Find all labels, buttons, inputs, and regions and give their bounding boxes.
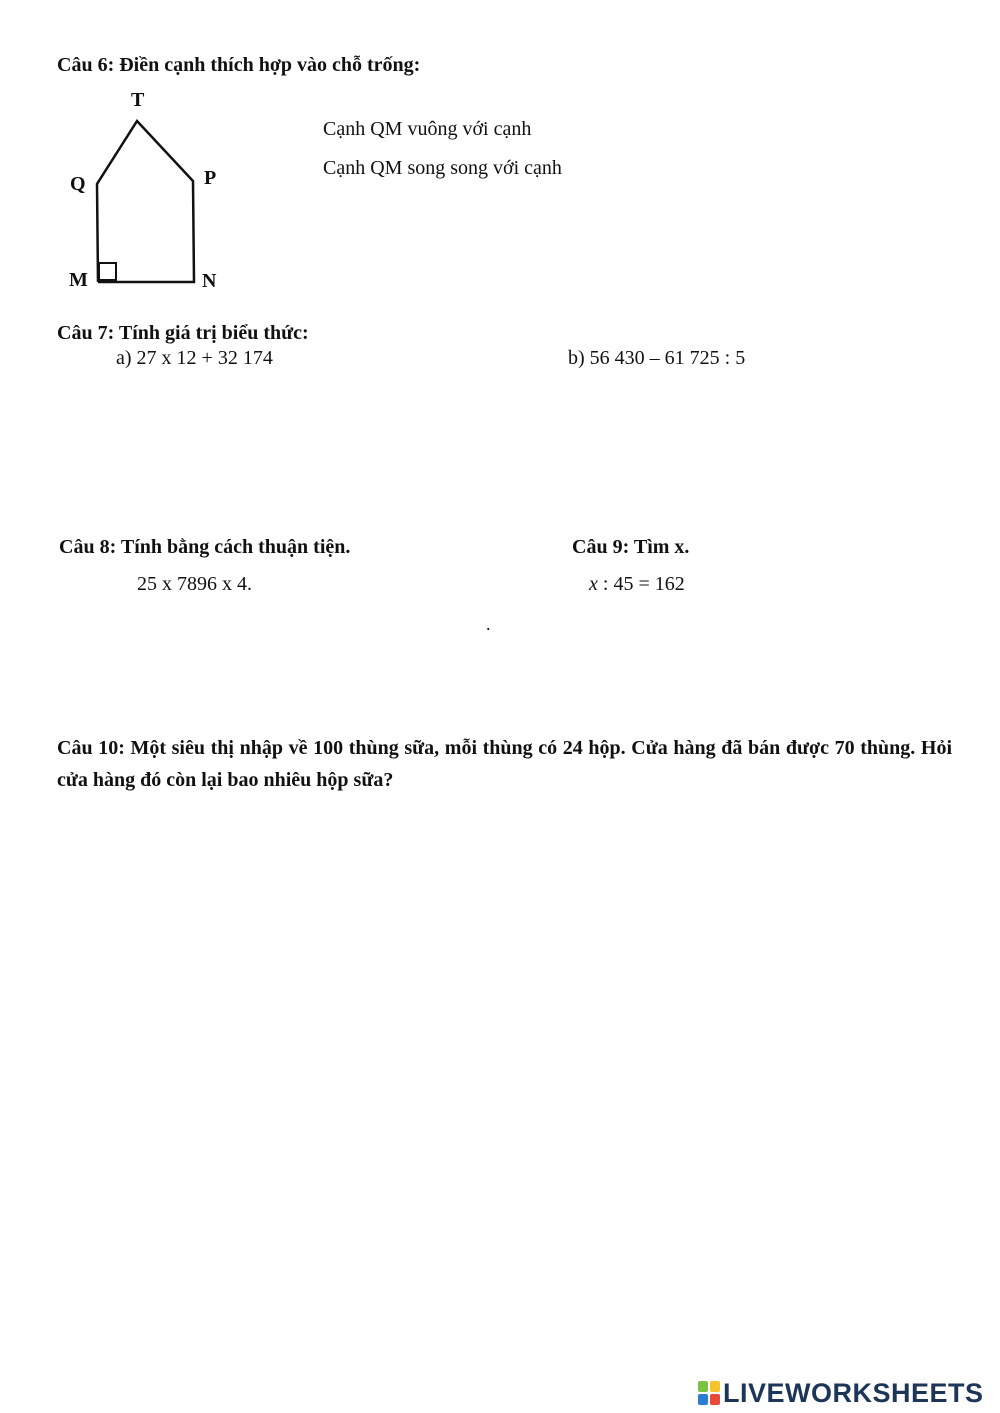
q8-expression: 25 x 7896 x 4. [137,573,252,595]
q9-equation [589,573,685,596]
q9-variable: x [589,573,598,595]
logo-text: LIVEWORKSHEETS [723,1377,984,1408]
pentagon-figure [60,80,240,300]
q8-title: Câu 8: Tính bằng cách thuận tiện. [59,536,351,558]
liveworksheets-logo[interactable] [698,1376,984,1410]
right-angle-mark [99,263,116,280]
vertex-label-n: N [202,270,217,292]
vertex-label-p: P [204,167,217,189]
q6-line-perpendicular: Cạnh QM vuông với cạnh [323,118,532,140]
q7-title: Câu 7: Tính giá trị biểu thức: [57,322,309,344]
stray-dot: . [486,614,491,634]
q7-part-a: a) 27 x 12 + 32 174 [116,347,273,369]
q9-equation-rest: : 45 = 162 [597,573,685,595]
pentagon-outline [97,121,194,282]
vertex-label-m: M [69,269,88,291]
vertex-label-t: T [131,89,145,111]
q10-text: Câu 10: Một siêu thị nhập về 100 thùng sữa, mỗi thùng có 24 hộp. Cửa hàng đã bán được 70 thùng. Hỏi cửa hàng đó còn lại bao nhiêu hộp sữa? [57,737,952,791]
q6-line-parallel: Cạnh QM song song với cạnh [323,157,562,179]
logo-mark-icon [698,1381,720,1405]
q9-title: Câu 9: Tìm x. [572,536,690,558]
vertex-label-q: Q [70,173,86,195]
q6-title: Câu 6: Điền cạnh thích hợp vào chỗ trống: [57,54,421,76]
q7-part-b: b) 56 430 – 61 725 : 5 [568,347,746,369]
